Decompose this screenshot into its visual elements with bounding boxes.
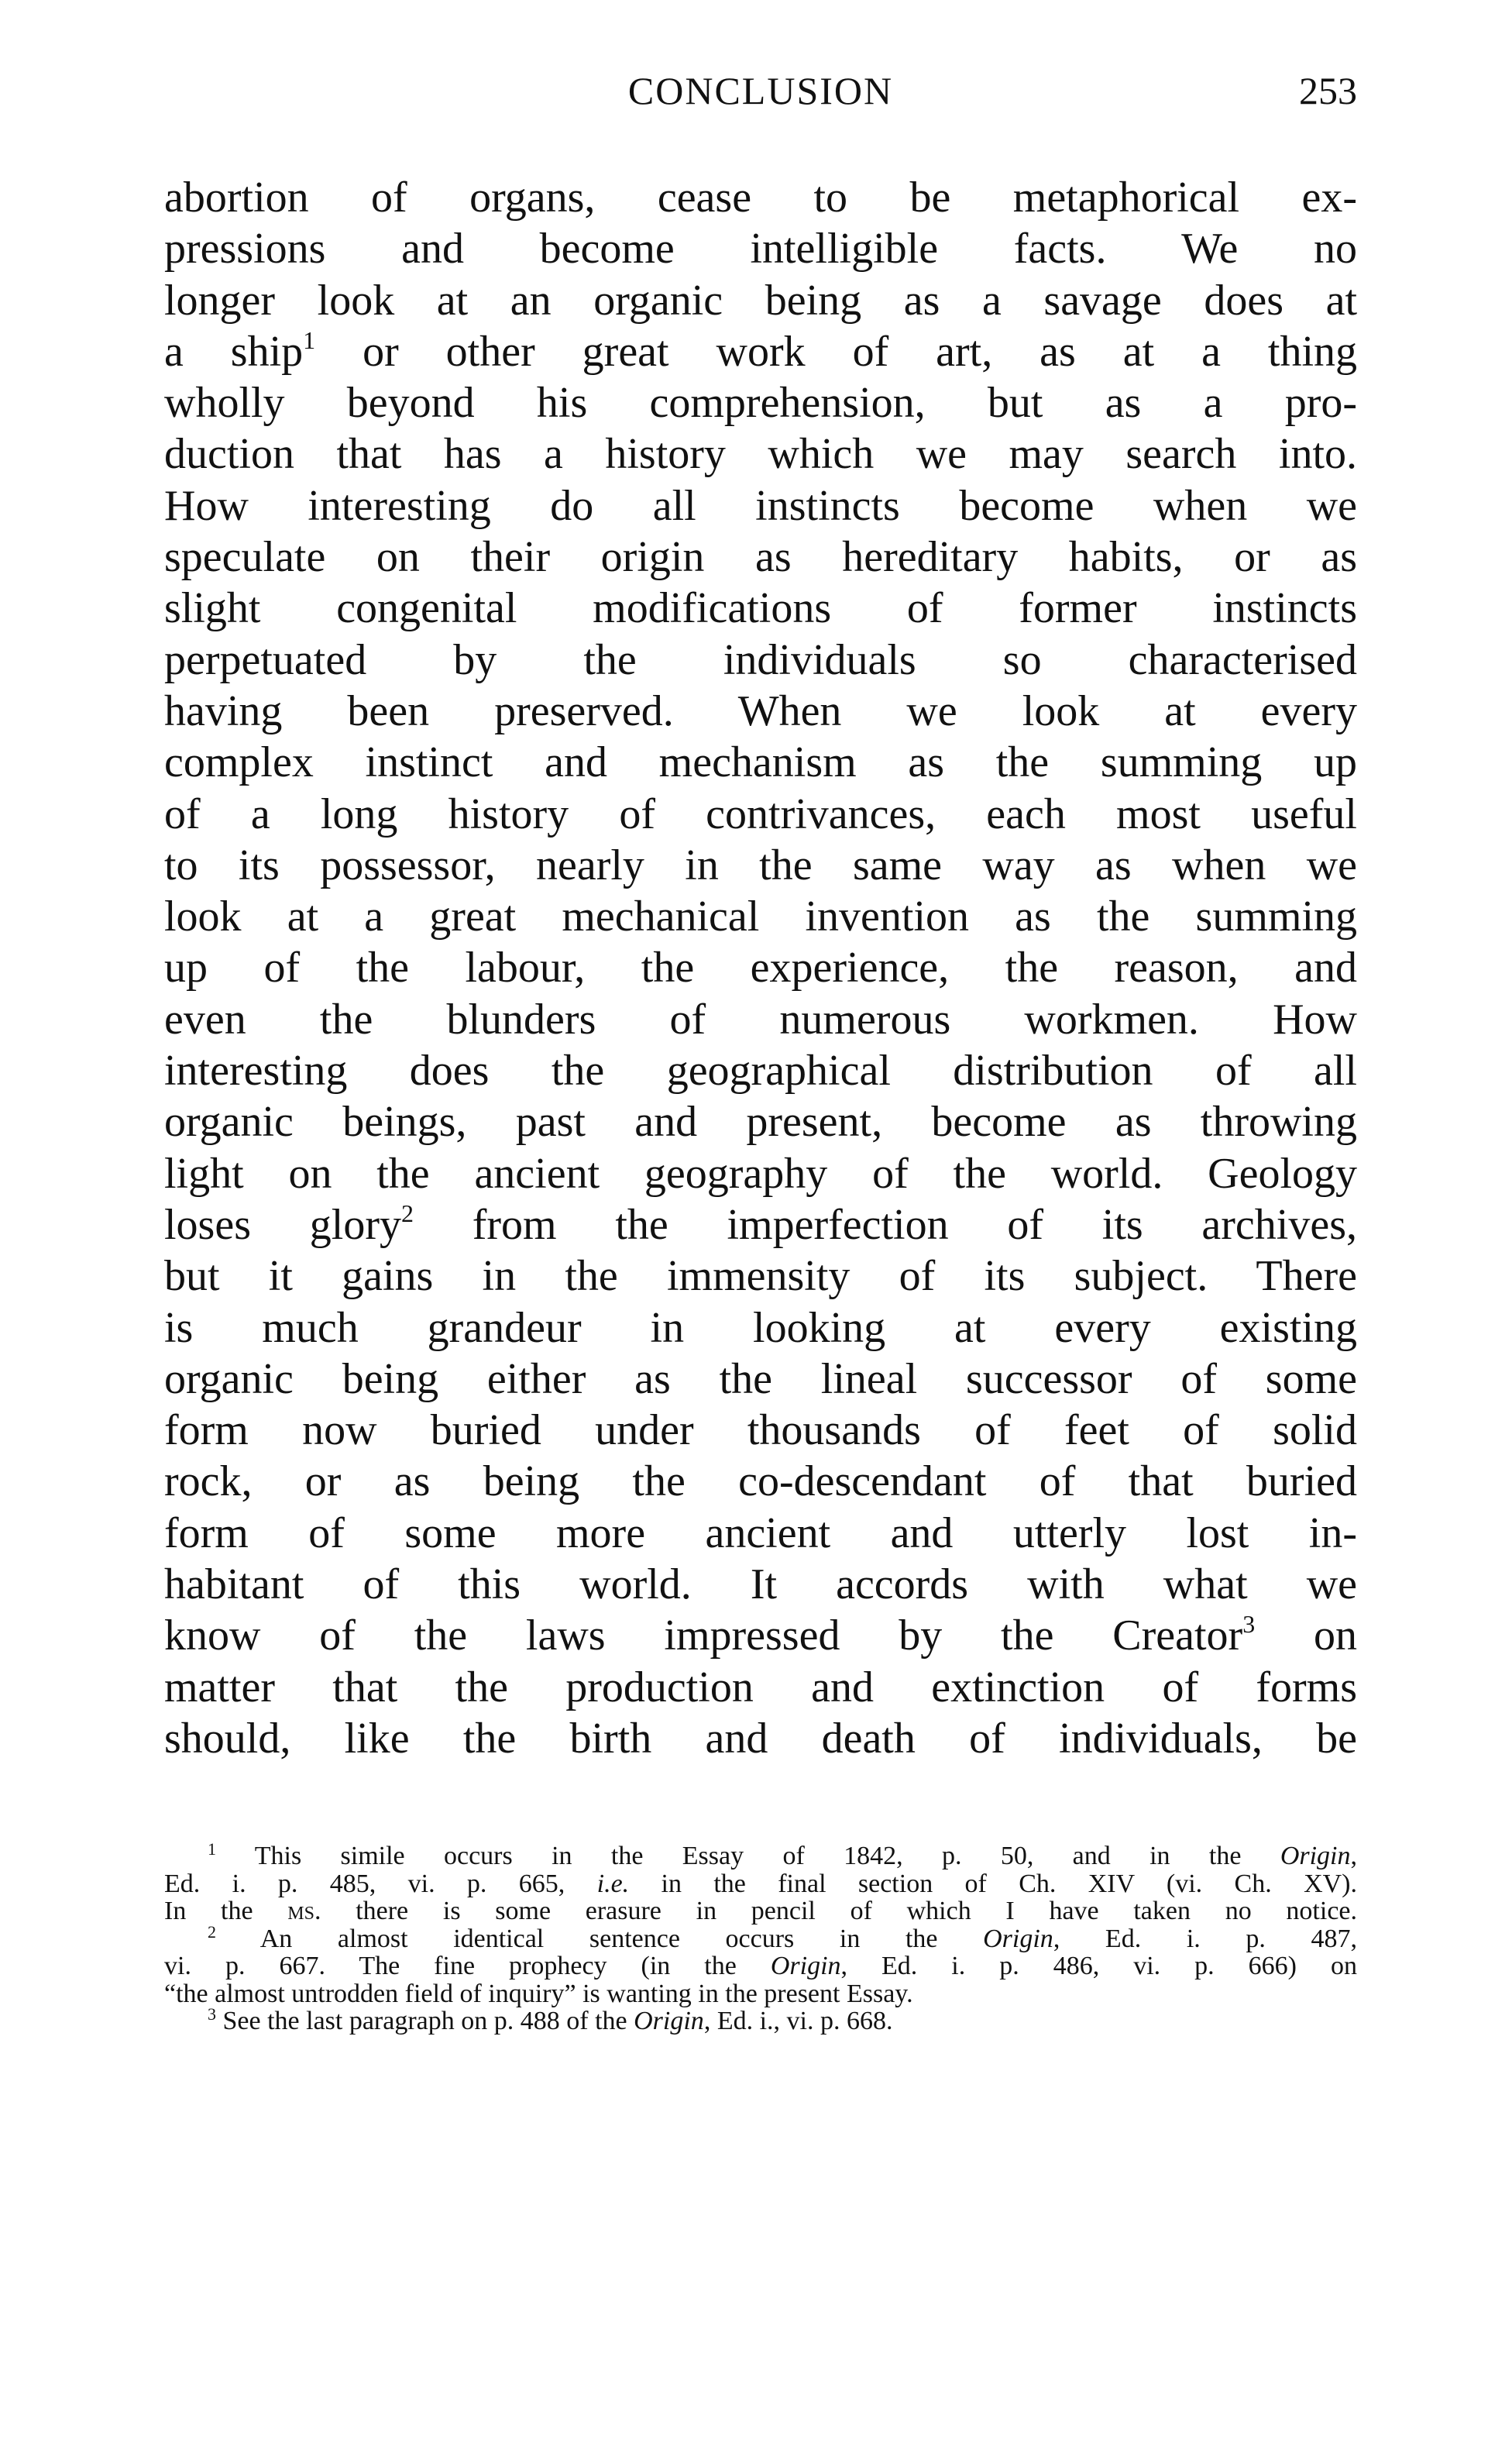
footnote-1-line [164, 1839, 1357, 1870]
text-line: wholly beyond his comprehension, but as a pro- [164, 379, 1357, 428]
text-run: See the last paragraph on p. 488 of the [216, 2007, 634, 2035]
text-line: interesting does the geographical distribution of all [164, 1047, 1357, 1096]
text-line [164, 1199, 1357, 1250]
text-run: In the [164, 1897, 288, 1925]
text-run: or other great work of art, as at a thing [315, 327, 1357, 376]
footnote-marker: 3 [208, 2004, 216, 2024]
text-line: light on the ancient geography of the world. Geology [164, 1149, 1357, 1198]
italic-abbrev: i.e. [596, 1869, 630, 1898]
footnote-marker: 2 [208, 1921, 216, 1942]
text-line: should, like the birth and death of individuals, be [164, 1714, 1357, 1763]
text-line: to its possessor, nearly in the same way as when we [164, 841, 1357, 889]
text-line: habitant of this world. It accords with what we [164, 1560, 1357, 1609]
italic-title: Origin [634, 2007, 704, 2035]
italic-title: Origin [770, 1952, 841, 1980]
text-line: having been preserved. When we look at every [164, 686, 1357, 735]
footnote-1-line [164, 1870, 1357, 1898]
text-line: organic being either as the lineal successor of some [164, 1354, 1357, 1403]
italic-title: Origin [1280, 1842, 1351, 1870]
page-number: 253 [1299, 69, 1357, 112]
text-line: rock, or as being the co-descendant of that buried [164, 1457, 1357, 1506]
text-run: , Ed. i. p. 487, [1053, 1924, 1358, 1953]
text-line: form of some more ancient and utterly lost in- [164, 1508, 1357, 1557]
text-run: An almost identical sentence occurs in the [216, 1924, 984, 1953]
text-run: , Ed. i. p. 486, vi. p. 666) on [840, 1952, 1357, 1980]
small-caps-abbrev: ms. [287, 1897, 321, 1925]
text-line: slight congenital modifications of former instincts [164, 584, 1357, 633]
footnote-2-line [164, 1952, 1357, 1980]
text-line: look at a great mechanical invention as the summing [164, 893, 1357, 941]
text-line: form now buried under thousands of feet of solid [164, 1406, 1357, 1455]
text-run: know of the laws impressed by the Creator [164, 1612, 1243, 1660]
text-run: in the final section of Ch. XIV (vi. Ch. XV). [629, 1869, 1357, 1898]
footnote-ref-1[interactable]: 1 [303, 325, 316, 354]
text-line: duction that has a history which we may search into. [164, 430, 1357, 479]
footnote-marker: 1 [208, 1839, 216, 1859]
text-line: How interesting do all instincts become when we [164, 481, 1357, 530]
running-title: CONCLUSION [627, 69, 894, 112]
footnote-ref-2[interactable]: 2 [400, 1199, 414, 1227]
text-run: This simile occurs in the Essay of 1842, p. 50, and in the [216, 1842, 1280, 1870]
text-run: loses glory [164, 1200, 401, 1249]
text-line: longer look at an organic being as a savage does at [164, 276, 1357, 325]
text-line [164, 1610, 1357, 1661]
text-line: complex instinct and mechanism as the summing up [164, 738, 1357, 787]
footnote-ref-3[interactable]: 3 [1242, 1610, 1256, 1639]
body-text [164, 172, 1357, 1764]
text-line: but it gains in the immensity of its subject. There [164, 1252, 1357, 1301]
text-line: perpetuated by the individuals so characterised [164, 635, 1357, 684]
text-run: vi. p. 667. The fine prophecy (in the [164, 1952, 771, 1980]
footnote-2-line: “the almost untrodden field of inquiry” is wanting in the present Essay. [164, 1979, 913, 2008]
text-line [164, 326, 1357, 377]
text-run: from the imperfection of its archives, [413, 1200, 1357, 1249]
footnote-2-line [164, 1921, 1358, 1953]
italic-title: Origin [983, 1924, 1053, 1953]
text-line: up of the labour, the experience, the reason, and [164, 944, 1357, 992]
text-run: on [1255, 1612, 1358, 1660]
text-run: Ed. i. p. 485, vi. p. 665, [164, 1869, 597, 1898]
text-line: pressions and become intelligible facts. We no [164, 225, 1357, 273]
text-run: there is some erasure in pencil of which I have taken no notice. [321, 1897, 1357, 1925]
text-run: a ship [164, 327, 304, 376]
text-line: organic beings, past and present, become as throwing [164, 1098, 1357, 1147]
text-line: speculate on their origin as hereditary habits, or as [164, 533, 1357, 582]
text-line: of a long history of contrivances, each most useful [164, 789, 1357, 838]
footnote-3-line [164, 2004, 1357, 2035]
text-run: , Ed. i., vi. p. 668. [703, 2007, 893, 2035]
footnote-1-line [164, 1897, 1357, 1925]
text-line: matter that the production and extinction of forms [164, 1663, 1357, 1711]
running-header [164, 68, 1357, 118]
footnotes [164, 1839, 1358, 2035]
text-line: abortion of organs, cease to be metaphorical ex- [164, 174, 1357, 222]
text-run: , [1350, 1842, 1357, 1870]
text-line: is much grandeur in looking at every existing [164, 1303, 1357, 1352]
text-line: even the blunders of numerous workmen. How [164, 995, 1357, 1044]
